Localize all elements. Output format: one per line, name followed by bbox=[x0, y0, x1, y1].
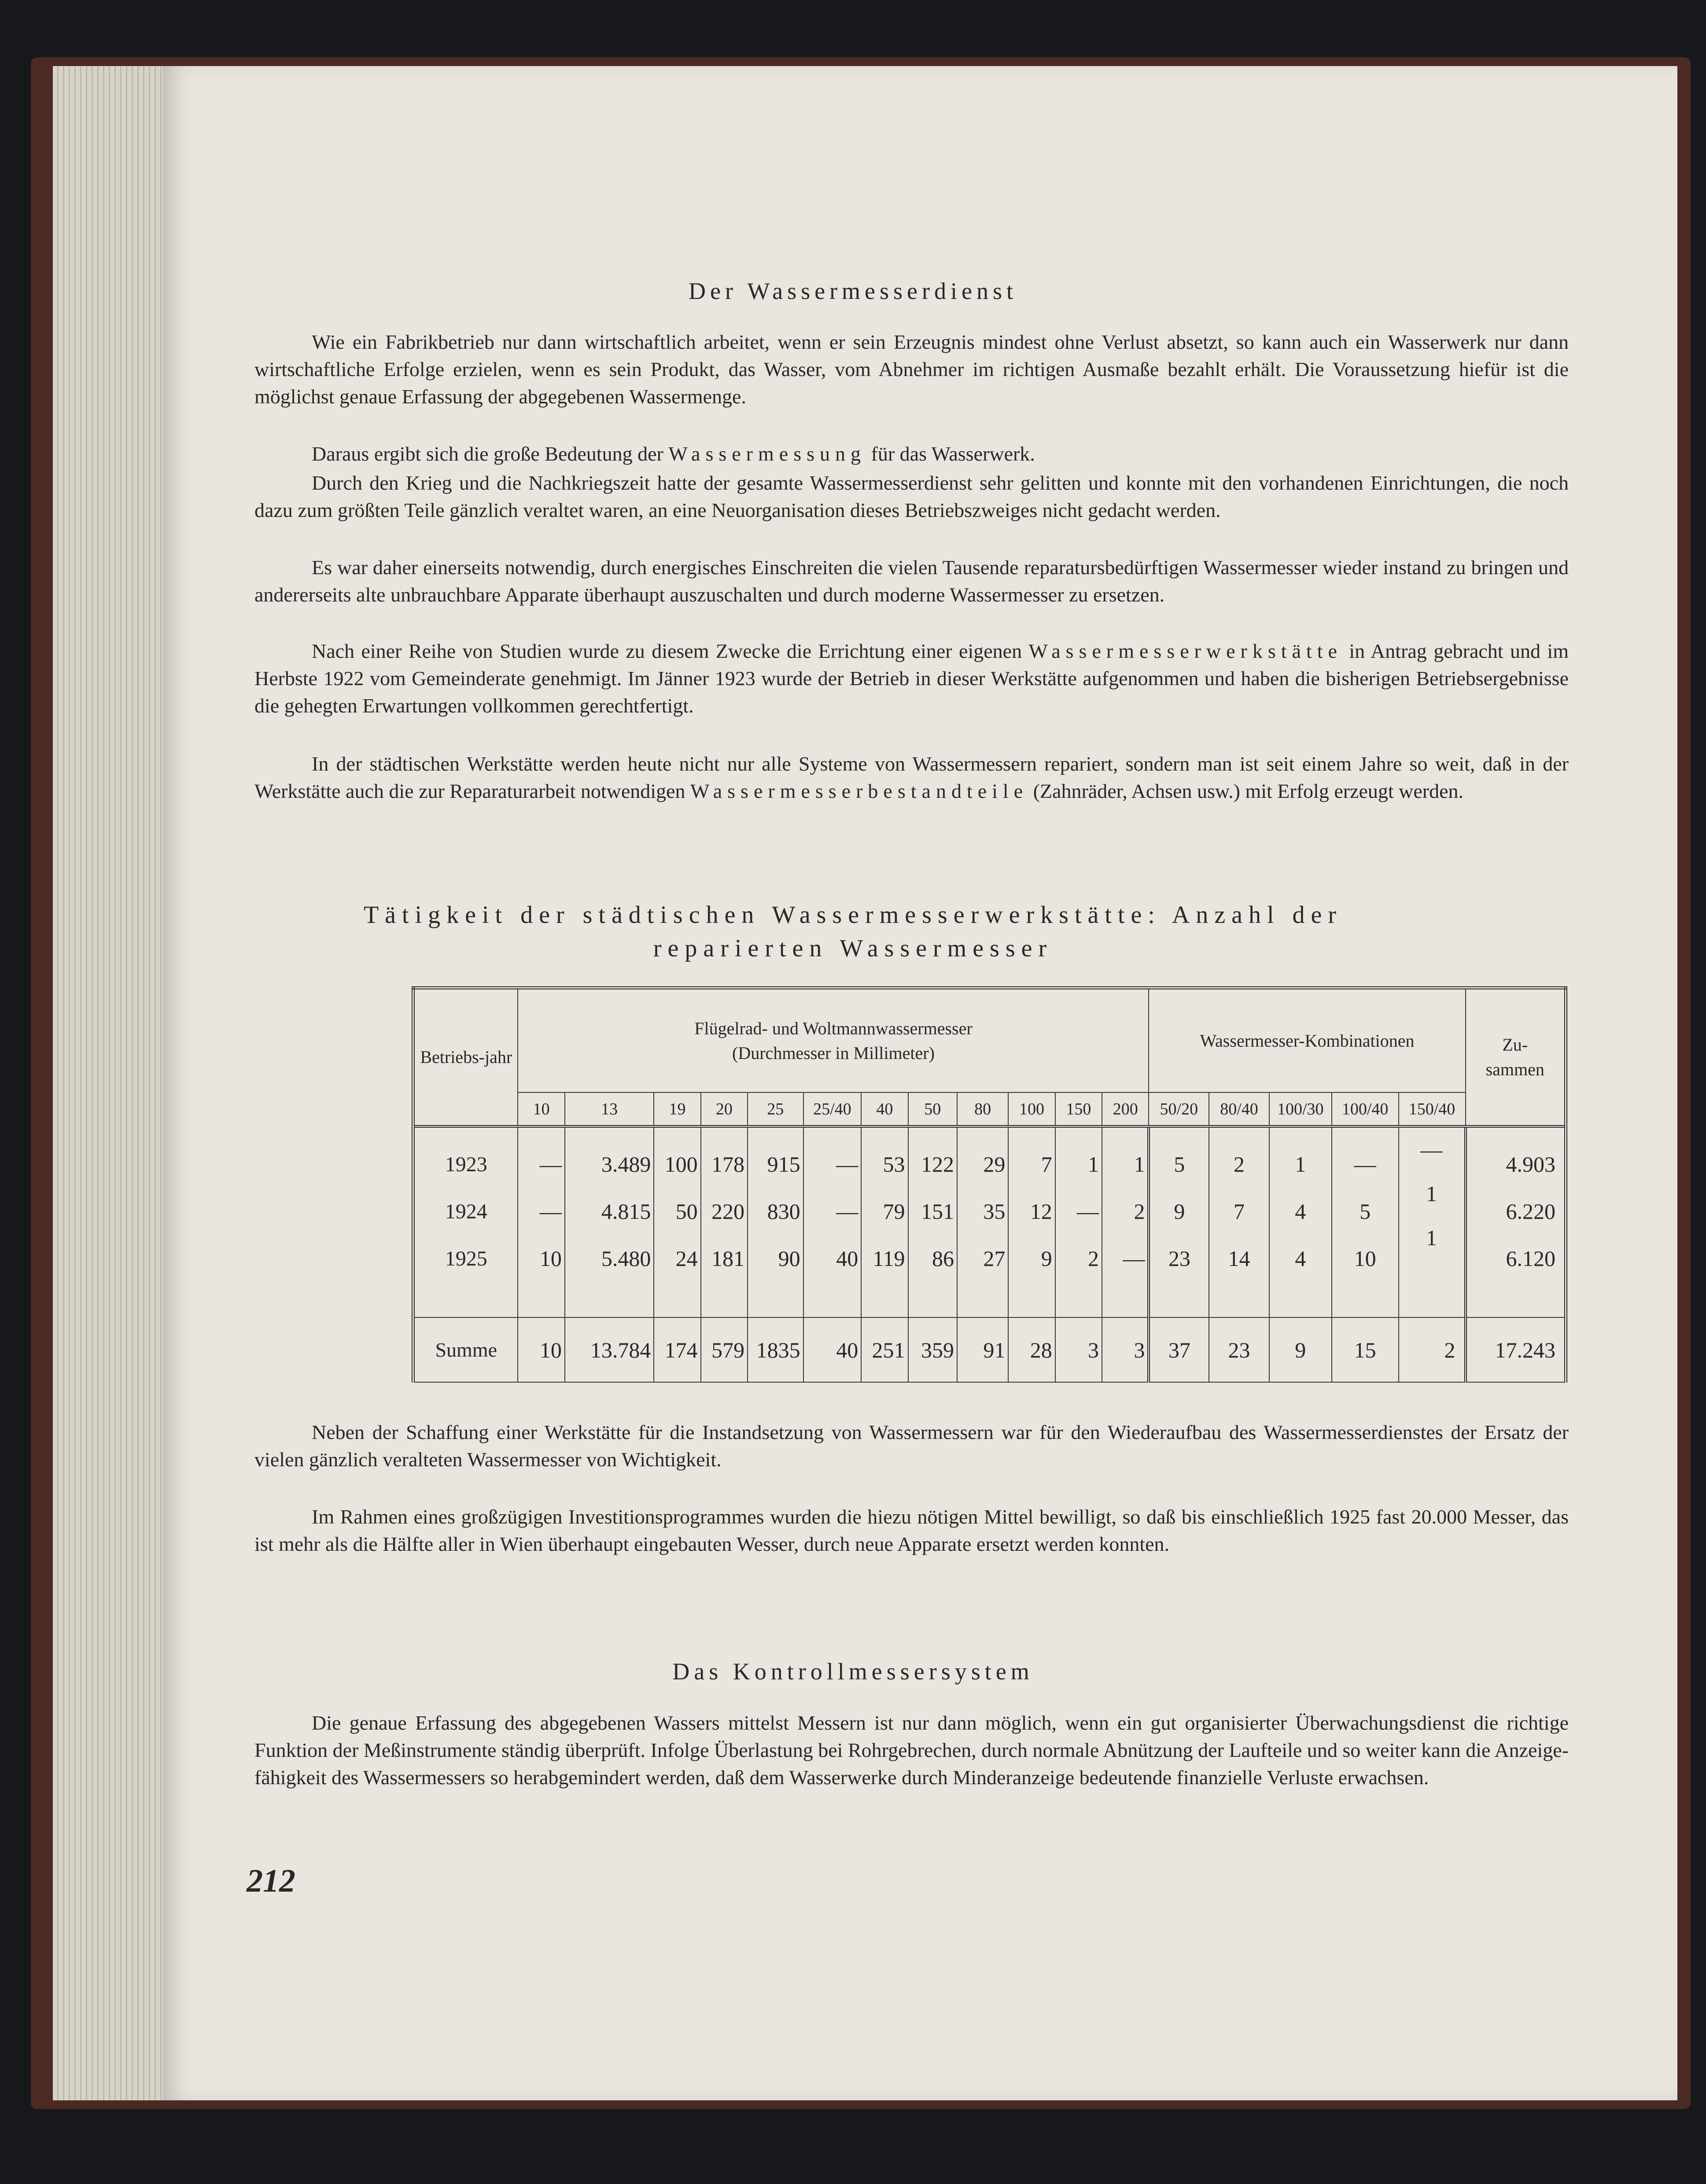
col-header: 80 bbox=[957, 1092, 1008, 1126]
year-label: 1924 bbox=[445, 1199, 487, 1223]
col-10: — — 10 bbox=[518, 1126, 564, 1317]
col-header: 200 bbox=[1102, 1092, 1149, 1126]
sum-cell: 91 bbox=[957, 1317, 1008, 1382]
col-header: 13 bbox=[565, 1092, 654, 1126]
sum-cell: 3 bbox=[1055, 1317, 1102, 1382]
paragraph-1: Wie ein Fabrikbetrieb nur dann wirtschaftlich arbeitet, wenn er sein Erzeugnis mindest ohne Verlust absetzt, so kann auch ein Wasserwerk nur dann wirtschaftliche Erfolge erzielen, wenn es sein Produkt, das Wasser, vom Abnehmer im richtigen Ausmaße bezahlt erhält. Die Voraussetzung hiefür ist die möglichst genaue Erfassung der abgegebenen Wassermenge. bbox=[254, 331, 1569, 408]
year-label: 1925 bbox=[445, 1247, 487, 1270]
col-20: 178 220 181 bbox=[701, 1126, 748, 1317]
sum-cell: 1835 bbox=[748, 1317, 803, 1382]
sum-cell: 579 bbox=[701, 1317, 748, 1382]
col-header: 10 bbox=[518, 1092, 564, 1126]
col-header: 100/40 bbox=[1332, 1092, 1399, 1126]
group-header-fluegelrad-line-1: Flügelrad- und Woltmannwassermesser bbox=[694, 1018, 973, 1038]
sum-cell: 2 bbox=[1399, 1317, 1466, 1382]
sum-cell: 40 bbox=[803, 1317, 862, 1382]
col-header: 80/40 bbox=[1209, 1092, 1269, 1126]
table-title-line-2: reparierten Wassermesser bbox=[653, 935, 1053, 962]
year-label: 1923 bbox=[445, 1152, 487, 1176]
section-heading-wassermesserdienst: Der Wassermesserdienst bbox=[688, 278, 1017, 304]
paragraph-8: Im Rahmen eines großzügigen Investitionsprogrammes wurden die hiezu nötigen Mittel bewilligt, so daß bis einschließlich 1925 fast 20.000 Messer, das ist mehr als die Hälfte aller in Wien überhaupt eingebauten Wesser, durch neue Apparate ersetzt werden konnten. bbox=[254, 1505, 1569, 1555]
col-50: 122 151 86 bbox=[908, 1126, 957, 1317]
col-header: 100 bbox=[1008, 1092, 1055, 1126]
col-25-40: — — 40 bbox=[803, 1126, 862, 1317]
sum-cell: 10 bbox=[518, 1317, 564, 1382]
paragraph-5: Nach einer Reihe von Studien wurde zu diesem Zwecke die Errichtung einer eigenen Wassermesserwerkstätte in Antrag gebracht und im Herbste 1922 vom Gemeinderate genehmigt. Im Jänner 1923 wurde der Betrieb in dieser Werkstätte aufgenommen und haben die bisherigen Betriebsergebnisse die gehegten Erwartungen vollkommen gerechtfertigt. bbox=[254, 640, 1569, 717]
year-header: Betriebs-jahr bbox=[413, 988, 518, 1126]
col-100: 7 12 9 bbox=[1008, 1126, 1055, 1317]
col-header: 50 bbox=[908, 1092, 957, 1126]
col-80: 29 35 27 bbox=[957, 1126, 1008, 1317]
col-header: 25/40 bbox=[803, 1092, 862, 1126]
col-100-30: 1 4 4 bbox=[1269, 1126, 1332, 1317]
table-title-line-1: Tätigkeit der städtischen Wassermesserwerkstätte: Anzahl der bbox=[363, 901, 1343, 929]
sum-cell: 15 bbox=[1332, 1317, 1399, 1382]
paragraph-2: Daraus ergibt sich die große Bedeutung der Wassermessung für das Wasserwerk. bbox=[312, 443, 1035, 465]
group-header-kombinationen: Wassermesser-Kombinationen bbox=[1149, 988, 1465, 1093]
col-header: 150 bbox=[1055, 1092, 1102, 1126]
col-header: 50/20 bbox=[1149, 1092, 1209, 1126]
col-header: 150/40 bbox=[1399, 1092, 1466, 1126]
years-column bbox=[413, 1126, 518, 1317]
paragraph-7: Neben der Schaffung einer Werkstätte für die Instandsetzung von Wassermessern war für den Wiederaufbau des Wassermesserdienstes der Ersatz der vielen gänzlich veralteten Wassermesser von Wichtigkeit. bbox=[254, 1421, 1569, 1471]
col-total: 4.903 6.220 6.120 bbox=[1466, 1126, 1566, 1317]
sum-cell: 174 bbox=[654, 1317, 700, 1382]
sum-label: Summe bbox=[413, 1317, 518, 1382]
section-heading-kontrollmessersystem: Das Kontrollmessersystem bbox=[672, 1658, 1034, 1685]
sum-cell: 9 bbox=[1269, 1317, 1332, 1382]
table-title bbox=[0, 898, 1706, 965]
col-header: 20 bbox=[701, 1092, 748, 1126]
col-150-40: — 1 1 bbox=[1399, 1126, 1466, 1317]
col-header: 100/30 bbox=[1269, 1092, 1332, 1126]
col-40: 53 79 119 bbox=[861, 1126, 908, 1317]
col-100-40: — 5 10 bbox=[1332, 1126, 1399, 1317]
sum-cell: 37 bbox=[1149, 1317, 1209, 1382]
sum-total: 17.243 bbox=[1466, 1317, 1566, 1382]
col-25: 915 830 90 bbox=[748, 1126, 803, 1317]
sum-cell: 23 bbox=[1209, 1317, 1269, 1382]
paragraph-3: Durch den Krieg und die Nachkriegszeit hatte der gesamte Wassermesserdienst sehr gelitten und konnte mit den vorhandenen Einrichtungen, die noch dazu zum größten Teile gänzlich veraltet waren, an eine Neuorganisation dieses Betriebszweiges nicht gedacht werden. bbox=[254, 472, 1569, 521]
sum-cell: 359 bbox=[908, 1317, 957, 1382]
paragraph-4: Es war daher einerseits notwendig, durch energisches Einschreiten die vielen Tausende reparatursbedürftigen Wassermesser wieder instand zu bringen und andererseits alte unbrauchbare Apparate überhaupt auszuschalten und durch moderne Wassermesser zu ersetzen. bbox=[254, 556, 1569, 606]
repair-statistics-table bbox=[412, 986, 1567, 1383]
col-header: 40 bbox=[861, 1092, 908, 1126]
total-header: Zu-sammen bbox=[1466, 988, 1566, 1126]
page-number: 212 bbox=[247, 1863, 295, 1899]
col-19: 100 50 24 bbox=[654, 1126, 700, 1317]
group-header-fluegelrad bbox=[518, 988, 1149, 1093]
paragraph-9: Die genaue Erfassung des abgegebenen Wassers mittelst Messern ist nur dann möglich, wenn ein gut organisierter Überwachungsdienst die richtige Funktion der Meßinstrumente ständig überprüft. Infolge Überlastung bei Rohrgebrechen, durch normale Abnützung der Laufteile und so weiter kann die Anzeigefähigkeit des Wassermessers so herabgemindert werden, daß dem Wasserwerke durch Minderanzeige bedeutende finanzielle Verluste erwachsen. bbox=[254, 1712, 1569, 1789]
sum-cell: 28 bbox=[1008, 1317, 1055, 1382]
col-150: 1 — 2 bbox=[1055, 1126, 1102, 1317]
col-200: 1 2 — bbox=[1102, 1126, 1149, 1317]
col-13: 3.489 4.815 5.480 bbox=[565, 1126, 654, 1317]
col-header: 19 bbox=[654, 1092, 700, 1126]
col-50-20: 5 9 23 bbox=[1149, 1126, 1209, 1317]
paragraph-6: In der städtischen Werkstätte werden heute nicht nur alle Systeme von Wassermessern repariert, sondern man ist seit einem Jahre so weit, daß in der Werkstätte auch die zur Reparaturarbeit notwendigen Wassermesserbestandteile (Zahnräder, Achsen usw.) mit Erfolg erzeugt werden. bbox=[254, 753, 1569, 802]
sum-cell: 251 bbox=[861, 1317, 908, 1382]
sum-cell: 13.784 bbox=[565, 1317, 654, 1382]
col-header: 25 bbox=[748, 1092, 803, 1126]
sum-cell: 3 bbox=[1102, 1317, 1149, 1382]
group-header-fluegelrad-line-2: (Durchmesser in Millimeter) bbox=[732, 1043, 935, 1063]
col-80-40: 2 7 14 bbox=[1209, 1126, 1269, 1317]
